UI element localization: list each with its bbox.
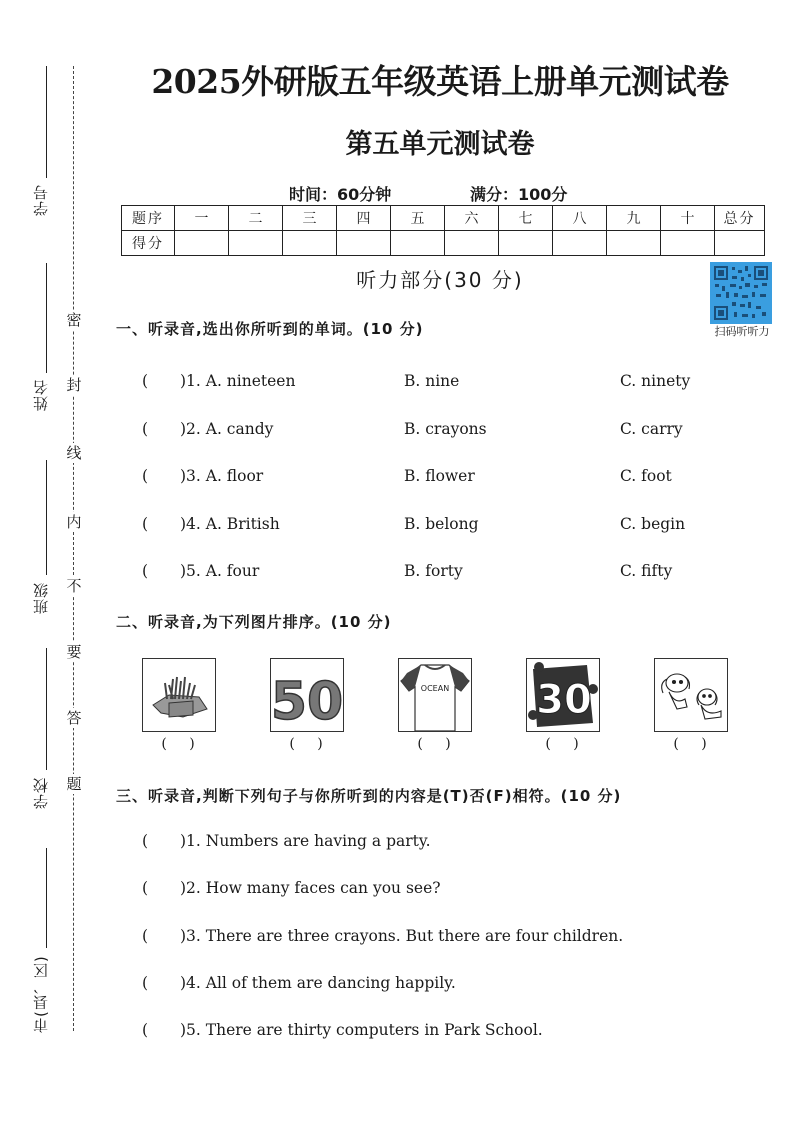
option-b: B. belong	[404, 515, 479, 533]
seal-char: 封	[64, 375, 84, 395]
statement-text: )3. There are three crayons. But there are four children.	[180, 927, 624, 945]
option-a: )4. A. British	[180, 515, 280, 533]
qr-caption: 扫码听听力	[714, 325, 770, 338]
option-c: C. begin	[620, 515, 686, 533]
score-cell[interactable]	[499, 231, 553, 256]
exam-full-score: 满分：100分	[470, 185, 568, 204]
option-c: C. carry	[620, 420, 683, 438]
label-city: 市(县、区)	[30, 950, 54, 1038]
picture-crayon-box	[142, 658, 216, 732]
score-col-header: 八	[553, 206, 607, 231]
picture-number-50	[270, 658, 344, 732]
option-c: C. foot	[620, 467, 672, 485]
crayon-box-icon	[143, 659, 215, 731]
option-b: B. nine	[404, 372, 460, 390]
picture-answer-blank[interactable]: ( )	[673, 736, 707, 752]
picture-t-shirt	[398, 658, 472, 732]
score-col-header: 十	[661, 206, 715, 231]
score-cell[interactable]	[553, 231, 607, 256]
picture-puppies	[654, 658, 728, 732]
score-col-header: 六	[445, 206, 499, 231]
score-cell[interactable]	[607, 231, 661, 256]
label-school: 学校	[30, 772, 54, 814]
seal-char: 密	[64, 310, 84, 330]
seal-char: 线	[64, 443, 84, 463]
option-a: )2. A. candy	[180, 420, 274, 438]
score-table	[121, 205, 765, 256]
picture-number-30-puzzle	[526, 658, 600, 732]
exam-time: 时间：60分钟	[289, 185, 392, 204]
answer-blank[interactable]: (	[142, 562, 149, 580]
seal-char: 内	[64, 512, 84, 532]
score-total-header: 总分	[715, 206, 765, 231]
answer-blank[interactable]: (	[142, 467, 149, 485]
statement-text: )1. Numbers are having a party.	[180, 832, 431, 850]
exam-subtitle: 第五单元测试卷	[345, 129, 535, 160]
svg-text:OCEAN: OCEAN	[420, 684, 450, 693]
fill-line-student-id[interactable]	[46, 66, 47, 178]
answer-blank[interactable]: (	[142, 515, 149, 533]
option-a: )1. A. nineteen	[180, 372, 296, 390]
score-col-header: 七	[499, 206, 553, 231]
score-total-cell[interactable]	[715, 231, 765, 256]
score-cell[interactable]	[337, 231, 391, 256]
picture-answer-blank[interactable]: ( )	[545, 736, 579, 752]
score-col-header: 一	[175, 206, 229, 231]
seal-char: 要	[64, 642, 84, 662]
listening-part-title: 听力部分(30 分)	[356, 268, 524, 292]
picture-answer-blank[interactable]: ( )	[289, 736, 323, 752]
option-a: )5. A. four	[180, 562, 260, 580]
picture-answer-blank[interactable]: ( )	[161, 736, 195, 752]
qr-code-icon[interactable]	[710, 262, 772, 324]
score-cell[interactable]	[391, 231, 445, 256]
option-a: )3. A. floor	[180, 467, 264, 485]
picture-answer-blank[interactable]: ( )	[417, 736, 451, 752]
score-cell[interactable]	[283, 231, 337, 256]
score-col-header: 五	[391, 206, 445, 231]
fill-line-school[interactable]	[46, 648, 47, 770]
option-c: C. ninety	[620, 372, 691, 390]
score-cell[interactable]	[661, 231, 715, 256]
answer-blank[interactable]: (	[142, 879, 149, 897]
statement-text: )5. There are thirty computers in Park School.	[180, 1021, 543, 1039]
answer-blank[interactable]: (	[142, 974, 149, 992]
seal-char: 不	[64, 576, 84, 596]
answer-blank[interactable]: (	[142, 1021, 149, 1039]
puzzle-30-icon	[527, 659, 599, 731]
score-row-label: 得分	[122, 231, 175, 256]
fill-line-class[interactable]	[46, 460, 47, 575]
score-cell[interactable]	[229, 231, 283, 256]
seal-char: 答	[64, 708, 84, 728]
exam-title: 2025外研版五年级英语上册单元测试卷	[151, 62, 729, 101]
section3-heading: 三、听录音,判断下列句子与你所听到的内容是(T)否(F)相符。(10 分)	[116, 787, 622, 805]
score-col-header: 二	[229, 206, 283, 231]
answer-blank[interactable]: (	[142, 927, 149, 945]
t-shirt-icon	[399, 659, 471, 731]
statement-text: )2. How many faces can you see?	[180, 879, 441, 897]
puppies-icon	[655, 659, 727, 731]
score-col-header: 四	[337, 206, 391, 231]
fill-line-city[interactable]	[46, 848, 47, 948]
score-table-header-row	[122, 206, 765, 231]
fill-line-name[interactable]	[46, 263, 47, 373]
section1-heading: 一、听录音,选出你所听到的单词。(10 分)	[116, 320, 424, 338]
label-name: 姓名	[30, 375, 54, 415]
label-class: 班级	[30, 577, 54, 619]
section2-heading: 二、听录音,为下列图片排序。(10 分)	[116, 613, 392, 631]
answer-blank[interactable]: (	[142, 832, 149, 850]
option-c: C. fifty	[620, 562, 673, 580]
number-50-icon	[271, 659, 343, 731]
answer-blank[interactable]: (	[142, 372, 149, 390]
label-student-id: 学号	[30, 180, 54, 220]
score-table-label: 题序	[122, 206, 175, 231]
seal-char: 题	[64, 774, 84, 794]
score-cell[interactable]	[445, 231, 499, 256]
option-b: B. flower	[404, 467, 475, 485]
score-col-header: 三	[283, 206, 337, 231]
option-b: B. forty	[404, 562, 463, 580]
svg-text:30: 30	[536, 677, 592, 723]
score-col-header: 九	[607, 206, 661, 231]
statement-text: )4. All of them are dancing happily.	[180, 974, 456, 992]
score-table-score-row	[122, 231, 765, 256]
score-cell[interactable]	[175, 231, 229, 256]
svg-text:50: 50	[271, 672, 343, 731]
answer-blank[interactable]: (	[142, 420, 149, 438]
option-b: B. crayons	[404, 420, 487, 438]
seal-dashed-line	[73, 66, 74, 1031]
